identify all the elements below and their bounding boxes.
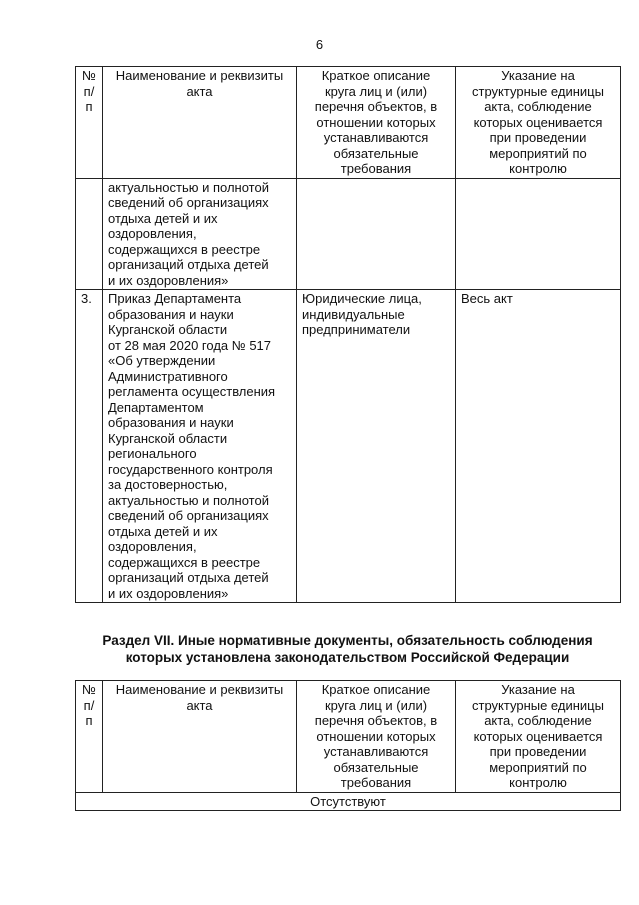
header-act-name: Наименование и реквизиты акта <box>103 681 297 793</box>
row-subjects <box>297 178 456 290</box>
header-act-name: Наименование и реквизиты акта <box>103 67 297 179</box>
header-structural-units: Указание на структурные единицы акта, соблюдение которых оценивается при проведении мероприятий по контролю <box>456 67 621 179</box>
row-structural-units <box>456 178 621 290</box>
header-structural-units: Указание на структурные единицы акта, соблюдение которых оценивается при проведении мероприятий по контролю <box>456 681 621 793</box>
header-number: № п/п <box>76 67 103 179</box>
table-row <box>76 178 621 290</box>
section-heading: Раздел VII. Иные нормативные документы, обязательность соблюдения которых установлена законодательством Российской Федерации <box>102 633 593 665</box>
table-row <box>76 792 621 811</box>
row-number <box>76 178 103 290</box>
table-header-row <box>76 681 621 793</box>
header-number: № п/п <box>76 681 103 793</box>
row-act-name: актуальностью и полнотой сведений об организациях отдыха детей и их оздоровления, содержащихся в реестре организаций отдыха детей и их оздоровления» <box>103 178 297 290</box>
empty-table-message: Отсутствуют <box>76 792 621 811</box>
header-subjects: Краткое описание круга лиц и (или) перечня объектов, в отношении которых устанавливаются обязательные требования <box>297 681 456 793</box>
requirements-table-continued <box>75 66 621 603</box>
table-header-row <box>76 67 621 179</box>
page-number: 6 <box>315 37 324 52</box>
row-structural-units: Весь акт <box>456 290 621 603</box>
row-act-name: Приказ Департамента образования и науки Курганской области от 28 мая 2020 года № 517 «Об утверждении Административного регламента осуществления Департаментом образования и науки Курганской области регионального государственного контроля за достоверностью, актуальностью и полнотой сведений об организациях отдыха детей и их оздоровления, содержащихся в реестре организаций отдыха детей и их оздоровления» <box>103 290 297 603</box>
header-subjects: Краткое описание круга лиц и (или) перечня объектов, в отношении которых устанавливаются обязательные требования <box>297 67 456 179</box>
other-documents-table <box>75 680 621 811</box>
table-row <box>76 290 621 603</box>
row-number: 3. <box>76 290 103 603</box>
row-subjects: Юридические лица, индивидуальные предприниматели <box>297 290 456 603</box>
